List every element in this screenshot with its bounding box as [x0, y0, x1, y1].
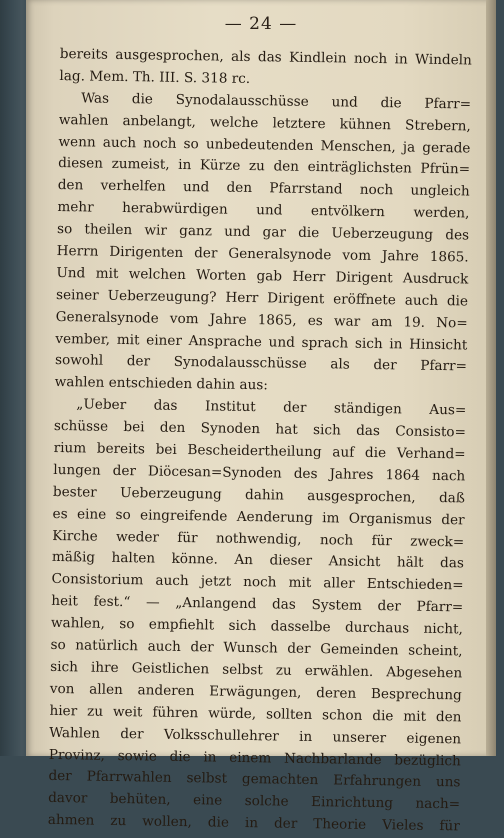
text-line: Provinz, sowie die in einem Nachbarlande bezüglich	[48, 746, 461, 769]
text-line: davor behüten, eine solche Einrichtung nach=	[48, 790, 461, 813]
text-line: schüsse bei den Synoden hat sich das Consisto=	[53, 418, 467, 441]
text-line: sich ihre Geistlichen selbst zu erwählen. Abgesehen	[50, 658, 463, 682]
text-line: „Ueber das Institut der ständigen Aus=	[76, 396, 467, 419]
text-line: Was die Synodalausschüsse und die Pfarr=	[81, 90, 472, 113]
text-line: den verhelfen und den Pfarrstand noch ungleich	[57, 177, 470, 200]
text-line: hier zu weit führen würde, sollten schon die mit den	[49, 702, 462, 726]
text-line: wenn auch noch so unbedeutenden Menschen, ja gerade	[58, 133, 471, 157]
text-line: mehr herabwürdigen und entvölkern werden,	[57, 199, 470, 222]
text-line: wahlen, so empfiehlt sich dasselbe durchaus nicht,	[50, 615, 463, 638]
text-line: der Pfarrwahlen selbst gemachten Erfahrungen uns	[48, 768, 461, 791]
text-line: Consistorium auch jetzt noch mit aller Entschieden=	[51, 571, 464, 594]
text-line: rium bereits bei Bescheidertheilung auf die Verhand=	[53, 439, 466, 463]
text-line: Herrn Dirigenten der Generalsynode vom Jahre 1865.	[56, 242, 469, 266]
text-line: ahmen zu wollen, die in der Theorie Vieles für	[47, 812, 460, 835]
text-line: heit fest.“ — „Anlangend das System der Pfarr=	[51, 593, 464, 616]
page-number: — 24 —	[224, 14, 298, 34]
text-line: lungen der Diöcesan=Synoden des Jahres 1864 nach	[53, 461, 466, 485]
text-line: diesen zumeist, in Kürze zu den einträglichsten Pfrün=	[57, 155, 471, 178]
text-line: von allen anderen Erwägungen, deren Besprechung	[49, 680, 462, 704]
text-line: vember, mit einer Ansprache und sprach sich in Hinsicht	[55, 330, 468, 354]
text-line: bester Ueberzeugung dahin ausgesprochen, daß	[52, 483, 466, 507]
text-line: mäßig halten könne. An dieser Ansicht hält das	[51, 549, 465, 572]
body-text	[48, 44, 472, 838]
text-line: so theilen wir ganz und gar die Ueberzeugung des	[56, 221, 470, 244]
text-line: sowohl der Synodalausschüsse als der Pfarr=	[54, 352, 468, 375]
text-line: Wahlen der Volksschullehrer in unserer eigenen	[49, 724, 462, 747]
text-line: Kirche weder für nothwendig, noch für zweck=	[52, 527, 465, 551]
text-line: Und mit welchen Worten gab Herr Dirigent Ausdruck	[56, 264, 469, 288]
text-line: Generalsynode vom Jahre 1865, es war am 19. No=	[55, 308, 468, 332]
text-line: so natürlich auch der Wunsch der Gemeinden scheint,	[50, 636, 463, 660]
text-line: wahlen entschieden dahin aus:	[54, 374, 268, 394]
text-line: es eine so eingreifende Aenderung im Organismus der	[52, 505, 465, 529]
text-line: wahlen anbelangt, welche letztere kühnen Strebern,	[58, 111, 471, 135]
text-line: lag. Mem. Th. III. S. 318 rc.	[59, 67, 251, 87]
text-line: seiner Ueberzeugung? Herr Dirigent eröffnete auch die	[55, 286, 469, 310]
page-edge	[486, 0, 496, 756]
text-line: bereits ausgesprochen, als das Kindlein noch in Windeln	[59, 45, 472, 69]
book-page	[26, 0, 496, 835]
